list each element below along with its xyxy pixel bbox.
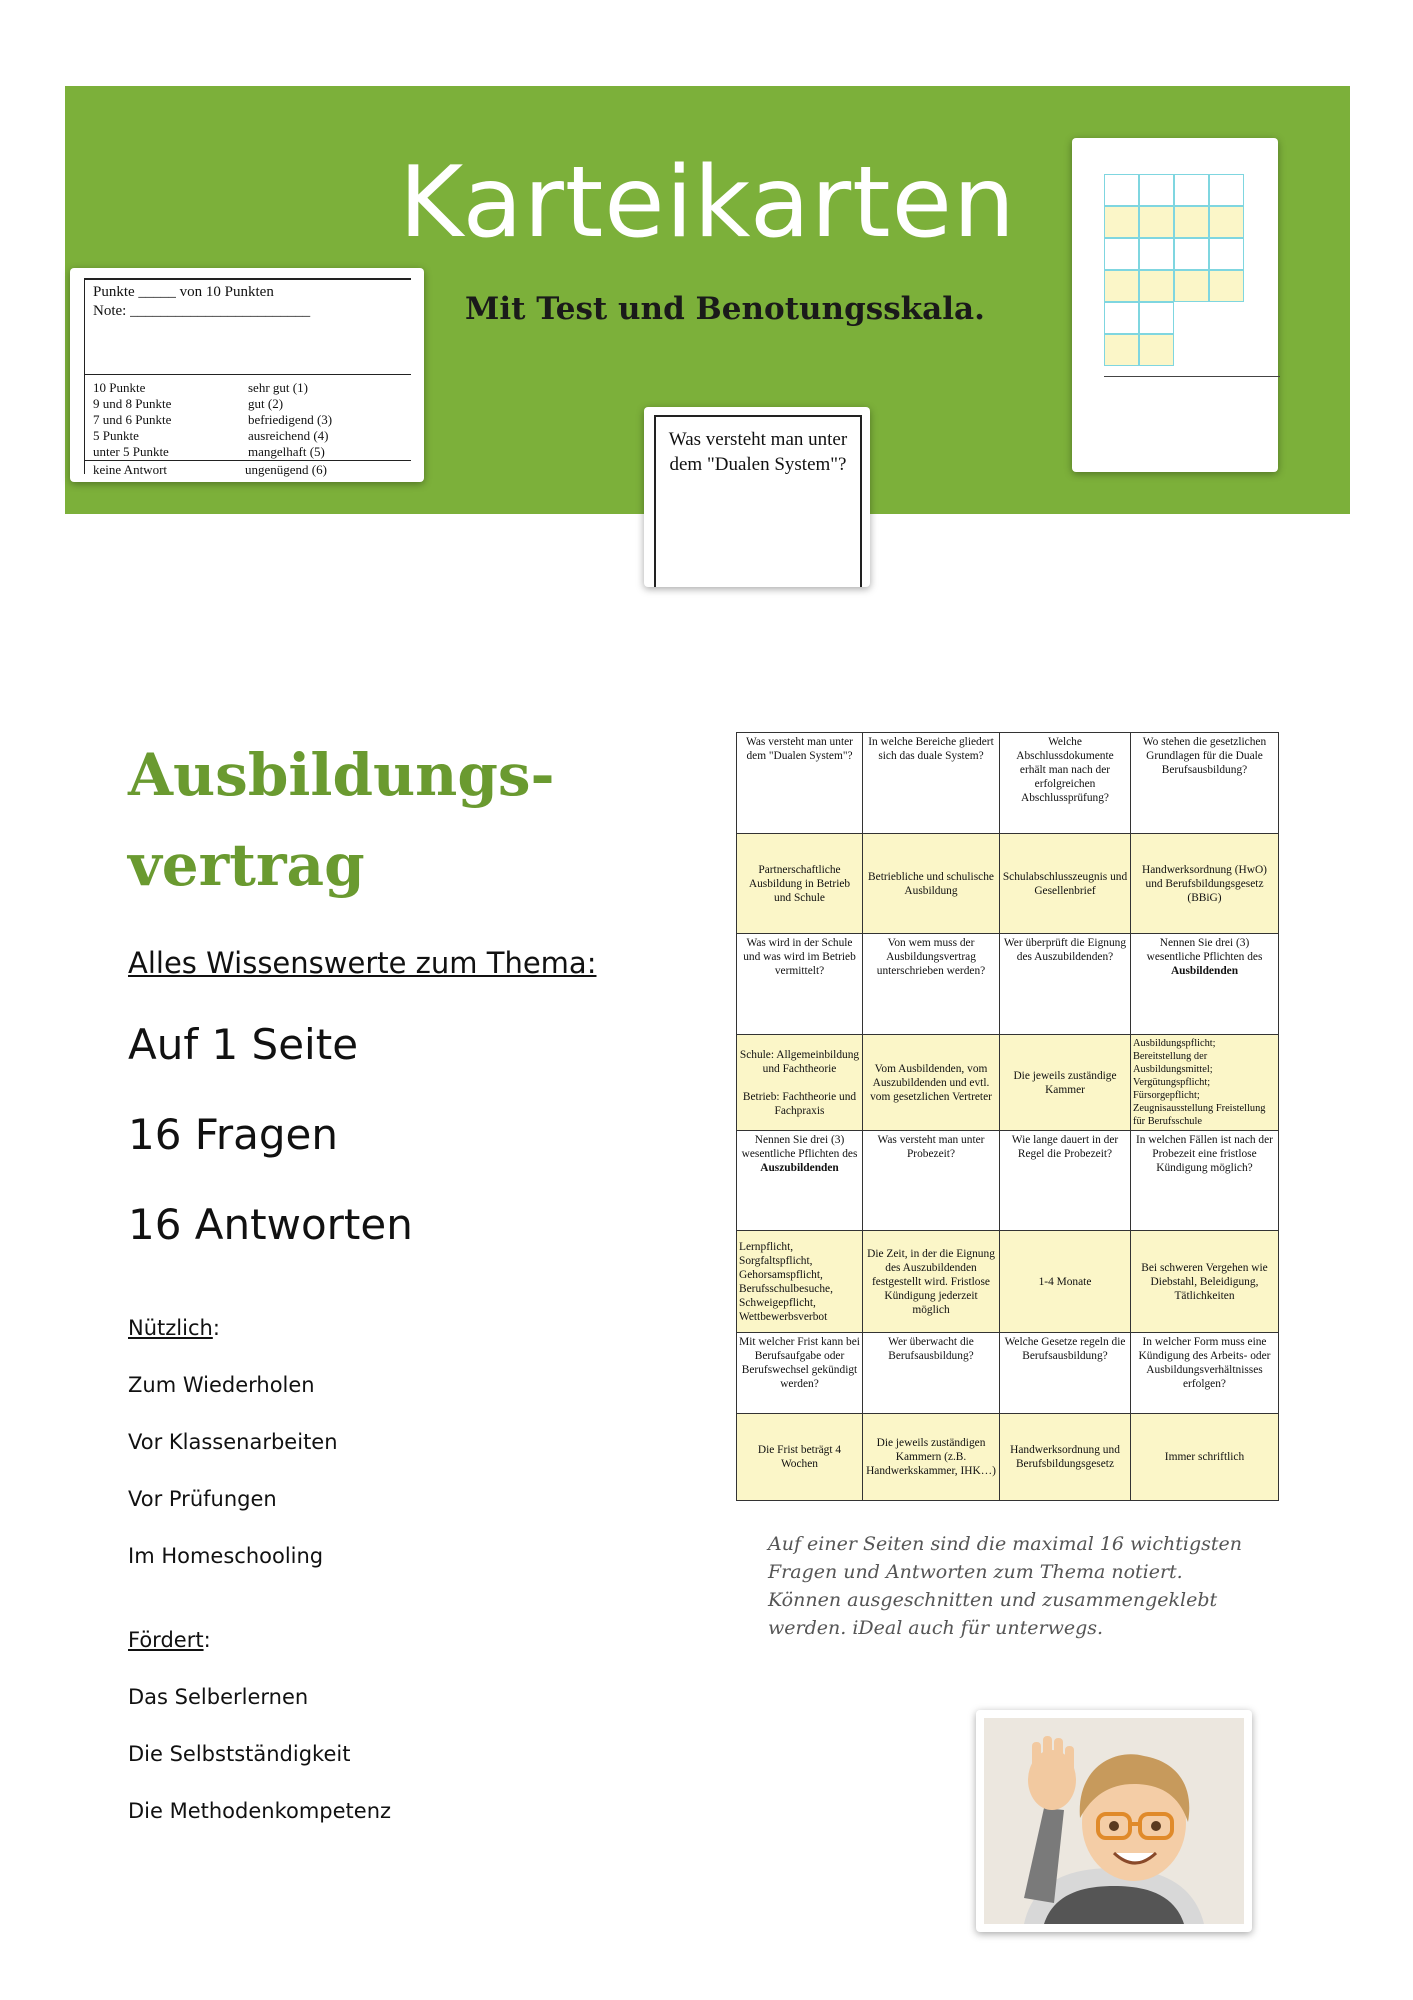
grade-scale-card: Punkte _____ von 10 Punkten Note: ________________________ 10 Punkte sehr gut (1) 9 und 8 Punkte gut (2) 7 und 6 Punkte befriedigend (3) 5 Punkte ausreichend (4) unter 5 Punkte mangelhaft (5) keine Antwort ungenügend (6) xyxy=(70,268,424,482)
answer-cell: Ausbildungspflicht; Bereitstellung der Ausbildungsmittel; Vergütungspflicht; Fürsorgepflicht; Zeugnisausstellung Freistellung für Berufsschule xyxy=(1131,1035,1279,1131)
table-row xyxy=(737,1414,1279,1501)
divider xyxy=(85,374,411,375)
question-cell: Welche Gesetze regeln die Berufsausbildung? xyxy=(1000,1333,1131,1414)
question-cell: Nennen Sie drei (3) wesentliche Pflichten des Auszubildenden xyxy=(737,1131,863,1231)
question-cell: Was wird in der Schule und was wird im Betrieb vermittelt? xyxy=(737,934,863,1035)
table-row xyxy=(737,1131,1279,1231)
question-cell: Was versteht man unter dem "Dualen System"? xyxy=(737,733,863,834)
promotes-item: Das Selberlernen xyxy=(128,1685,309,1709)
table-row xyxy=(737,1035,1279,1131)
table-row xyxy=(737,1333,1279,1414)
answer-cell: Schule: Allgemeinbildung und Fachtheorie Betrieb: Fachtheorie und Fachpraxis xyxy=(737,1035,863,1131)
answer-cell: Die Zeit, in der die Eignung des Auszubildenden festgestellt wird. Fristlose Kündigung jederzeit möglich xyxy=(863,1231,1000,1333)
answer-cell: Immer schriftlich xyxy=(1131,1414,1279,1501)
useful-item: Vor Klassenarbeiten xyxy=(128,1430,338,1454)
divider xyxy=(85,460,411,461)
banner-subtitle: Mit Test und Benotungsskala. xyxy=(465,291,985,327)
points-line: Punkte _____ von 10 Punkten xyxy=(93,284,274,300)
main-heading: Ausbildungs- vertrag xyxy=(128,741,555,899)
subheading: Alles Wissenswerte zum Thema: xyxy=(128,946,597,980)
worksheet-thumbnail xyxy=(1072,138,1278,472)
answer-cell: Lernpflicht, Sorgfaltspflicht, Gehorsamspflicht, Berufsschulbesuche, Schweigepflicht, Wettbewerbsverbot xyxy=(737,1231,863,1333)
question-cell: Wie lange dauert in der Regel die Probezeit? xyxy=(1000,1131,1131,1231)
feature-questions: 16 Fragen xyxy=(128,1110,339,1159)
promotes-label: Fördert: xyxy=(128,1628,211,1652)
table-row xyxy=(737,733,1279,834)
avatar-frame xyxy=(976,1710,1252,1932)
caption-text: Auf einer Seiten sind die maximal 16 wichtigsten Fragen und Antworten zum Thema notiert. Können ausgeschnitten und zusammengeklebt werden. iDeal auch für unterwegs. xyxy=(768,1533,1243,1639)
answer-cell: Schulabschlusszeugnis und Gesellenbrief xyxy=(1000,834,1131,934)
question-cell: In welcher Form muss eine Kündigung des Arbeits- oder Ausbildungsverhältnisses erfolgen? xyxy=(1131,1333,1279,1414)
answer-cell: Vom Ausbildenden, vom Auszubildenden und evtl. vom gesetzlichen Vertreter xyxy=(863,1035,1000,1131)
useful-item: Im Homeschooling xyxy=(128,1544,324,1568)
useful-item: Zum Wiederholen xyxy=(128,1373,315,1397)
table-row xyxy=(737,1231,1279,1333)
flashcard-table xyxy=(736,732,1279,1501)
question-cell: Nennen Sie drei (3) wesentliche Pflichten des Ausbildenden xyxy=(1131,934,1279,1035)
question-cell: In welchen Fällen ist nach der Probezeit eine fristlose Kündigung möglich? xyxy=(1131,1131,1279,1231)
answer-cell: Handwerksordnung und Berufsbildungsgesetz xyxy=(1000,1414,1131,1501)
banner-title: Karteikarten xyxy=(398,146,1017,260)
question-cell: Von wem muss der Ausbildungsvertrag unterschrieben werden? xyxy=(863,934,1000,1035)
useful-label: Nützlich: xyxy=(128,1316,220,1340)
sample-question-text: Was versteht man unter dem "Dualen System"? xyxy=(668,429,848,475)
question-cell: Mit welcher Frist kann bei Berufsaufgabe oder Berufswechsel gekündigt werden? xyxy=(737,1333,863,1414)
answer-cell: Die jeweils zuständige Kammer xyxy=(1000,1035,1131,1131)
useful-item: Vor Prüfungen xyxy=(128,1487,277,1511)
answer-cell: Die jeweils zuständigen Kammern (z.B. Handwerkskammer, IHK…) xyxy=(863,1414,1000,1501)
question-cell: Wo stehen die gesetzlichen Grundlagen für die Duale Berufsausbildung? xyxy=(1131,733,1279,834)
question-cell: In welche Bereiche gliedert sich das duale System? xyxy=(863,733,1000,834)
note-line: Note: ________________________ xyxy=(93,303,311,319)
answer-cell: 1-4 Monate xyxy=(1000,1231,1131,1333)
promotes-item: Die Methodenkompetenz xyxy=(128,1799,392,1823)
answer-cell: Betriebliche und schulische Ausbildung xyxy=(863,834,1000,934)
question-cell: Wer überwacht die Berufsausbildung? xyxy=(863,1333,1000,1414)
thumbnail-grid xyxy=(1104,174,1244,366)
answer-cell: Partnerschaftliche Ausbildung in Betrieb und Schule xyxy=(737,834,863,934)
answer-cell: Handwerksordnung (HwO) und Berufsbildungsgesetz (BBiG) xyxy=(1131,834,1279,934)
waving-avatar-icon xyxy=(984,1718,1244,1924)
answer-cell: Die Frist beträgt 4 Wochen xyxy=(737,1414,863,1501)
feature-answers: 16 Antworten xyxy=(128,1200,413,1249)
promotes-item: Die Selbstständigkeit xyxy=(128,1742,351,1766)
question-cell: Wer überprüft die Eignung des Auszubildenden? xyxy=(1000,934,1131,1035)
thumbnail-test-box xyxy=(1104,376,1280,431)
sample-question-card xyxy=(644,407,870,587)
question-cell: Was versteht man unter Probezeit? xyxy=(863,1131,1000,1231)
question-cell: Welche Abschlussdokumente erhält man nach der erfolgreichen Abschlussprüfung? xyxy=(1000,733,1131,834)
table-row xyxy=(737,934,1279,1035)
table-row xyxy=(737,834,1279,934)
feature-one-page: Auf 1 Seite xyxy=(128,1020,359,1069)
answer-cell: Bei schweren Vergehen wie Diebstahl, Beleidigung, Tätlichkeiten xyxy=(1131,1231,1279,1333)
